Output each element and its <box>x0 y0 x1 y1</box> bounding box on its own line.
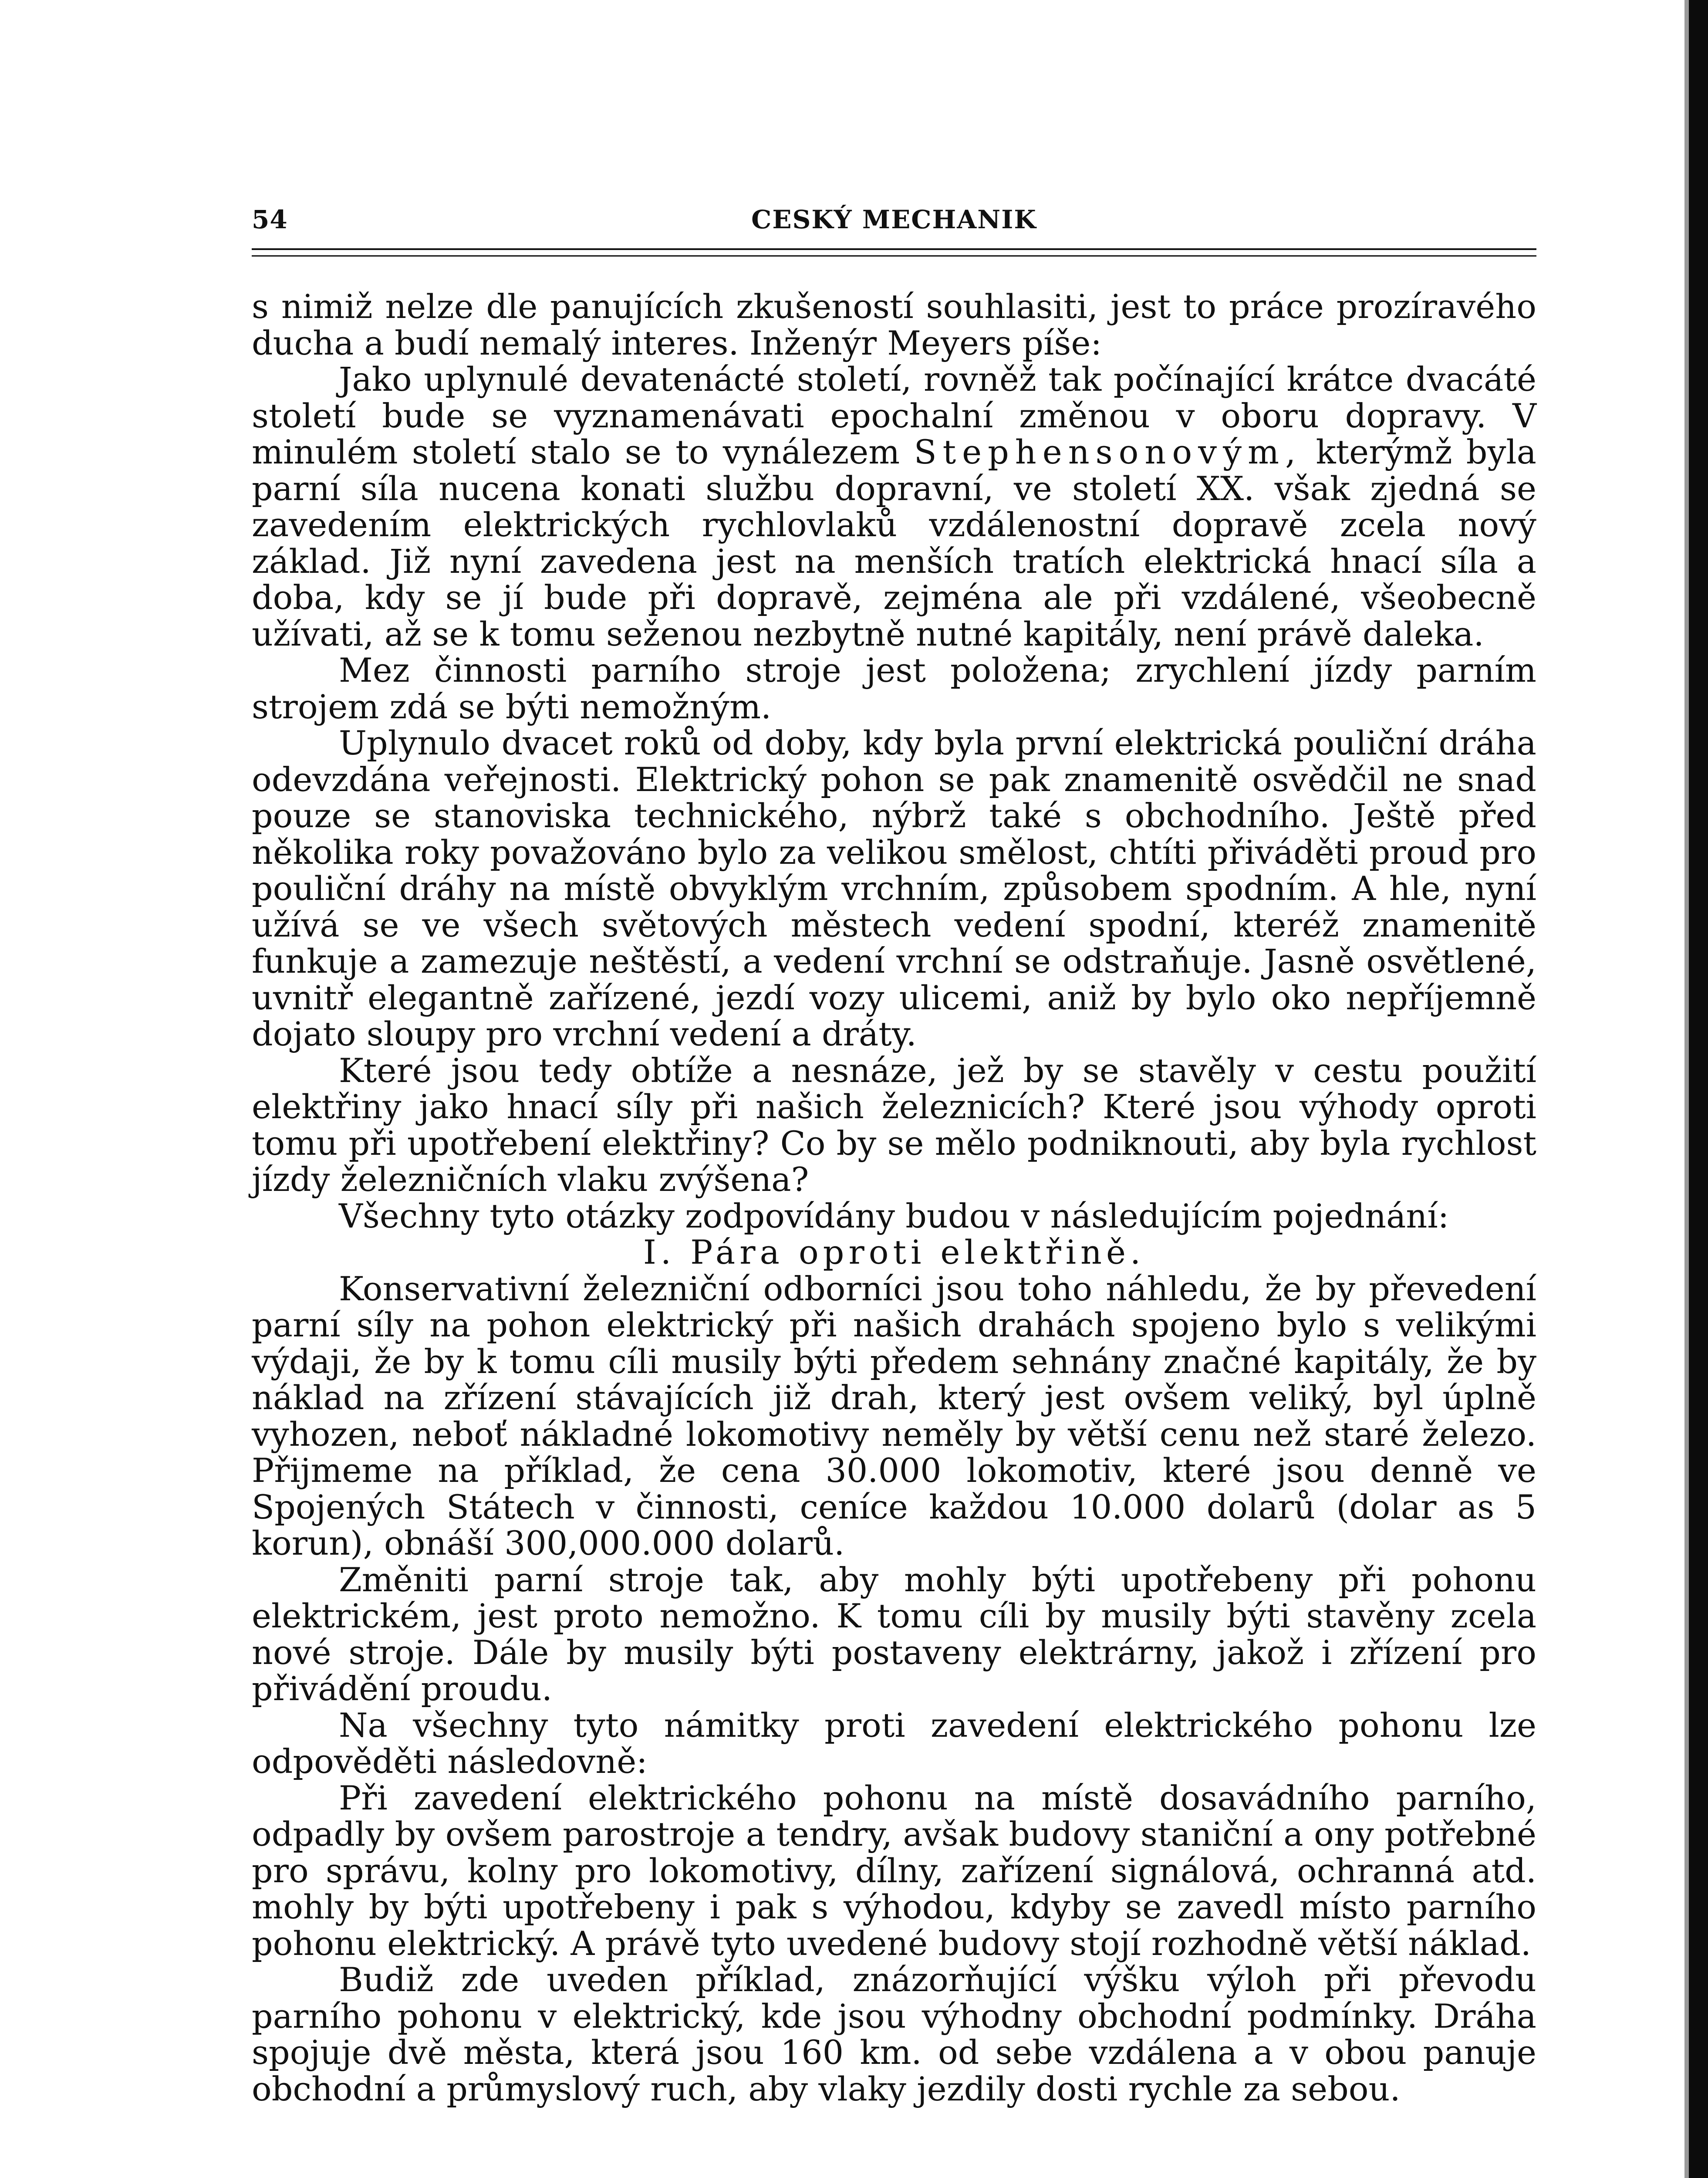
page-number: 54 <box>252 205 288 234</box>
scan-shadow <box>1684 0 1689 2178</box>
paragraph: Změniti parní stroje tak, aby mohly býti upotřebeny při pohonu elektrickém, jest proto nemožno. K tomu cíli by musily býti stavěny zcela nové stroje. Dále by musily býti postaveny elektrárny, jakož i zřízení pro přivádění proudu. <box>252 1560 1536 1708</box>
header-rule <box>252 248 1536 250</box>
section-heading: I. Pára oproti elektřině. <box>643 1233 1145 1272</box>
paragraph: Všechny tyto otázky zodpovídány budou v následujícím pojednání: <box>339 1196 1449 1235</box>
paragraph-text: kterýmž byla parní síla nucena konati službu dopravní, ve století XX. však zjedná se zavedením elektrických rychlovlaků vzdálenostní dopravě zcela nový základ. Již nyní zavedena jest na menších tratích elektrická hnací síla a doba, kdy se jí bude při dopravě, zejména ale při vzdálené, všeobecně užívati, až se k tomu seženou nezbytně nutné kapitály, není právě daleka. <box>252 433 1536 653</box>
paragraph: Konservativní železniční odborníci jsou toho náhledu, že by převedení parní síly na pohon elektrický při našich drahách spojeno bylo s velikými výdaji, že by k tomu cíli musily býti předem sehnány značné kapitály, že by náklad na zřízení stávajících již drah, který jest ovšem veliký, byl úplně vyhozen, neboť nákladné lokomotivy neměly by větší cenu než staré železo. Přijmeme na příklad, že cena 30.000 lokomotiv, které jsou denně ve Spojených Státech v činnosti, ceníce každou 10.000 dolarů (dolar as 5 korun), obnáší 300,000.000 dolarů. <box>252 1269 1536 1562</box>
paragraph: Budiž zde uveden příklad, znázorňující výšku výloh při převodu parního pohonu v elektrický, kde jsou výhodny obchodní podmínky. Dráha spojuje dvě města, která jsou 160 km. od sebe vzdálena a v obou panuje obchodní a průmyslový ruch, aby vlaky jezdily dosti rychle za sebou. <box>252 1960 1536 2108</box>
article-body <box>252 288 1536 2107</box>
paragraph: Při zavedení elektrického pohonu na místě dosavádního parního, odpadly by ovšem parostroje a tendry, avšak budovy staniční a ony potřebné pro správu, kolny pro lokomotivy, dílny, zařízení signálová, ochranná atd. mohly by býti upotřebeny i pak s výhodou, kdyby se zavedl místo parního pohonu elektrický. A právě tyto uvedené budovy stojí rozhodně větší náklad. <box>252 1778 1536 1963</box>
running-head <box>252 205 1536 240</box>
journal-title: CESKÝ MECHANIK <box>751 205 1037 234</box>
scan-edge-right <box>1689 0 1708 2178</box>
paragraph: s nimiž nelze dle panujících zkušeností souhlasiti, jest to práce prozíravého ducha a budí nemalý interes. Inženýr Meyers píše: <box>252 287 1536 362</box>
paragraph-text: Jako uplynulé devatenácté století, rovněž tak počínající krátce dvacáté století bude se vyznamenávati epochalní změnou v oboru dopravy. V minulém století stalo se to vynálezem <box>252 360 1536 471</box>
header-rule-double <box>252 255 1536 257</box>
paragraph <box>252 361 1536 652</box>
paragraph: Které jsou tedy obtíže a nesnáze, jež by se stavěly v cestu použití elektřiny jako hnací síly při našich železnicích? Které jsou výhody oproti tomu při upotřebení elektřiny? Co by se mělo podniknouti, aby byla rychlost jízdy železničních vlaku zvýšena? <box>252 1051 1536 1199</box>
paragraph: Mez činnosti parního stroje jest položena; zrychlení jízdy parním strojem zdá se býti nemožným. <box>252 651 1536 726</box>
emphasized-name: Stephensonovým, <box>914 433 1302 471</box>
paragraph: Uplynulo dvacet roků od doby, kdy byla první elektrická pouliční dráha odevzdána veřejnosti. Elektrický pohon se pak znamenitě osvědčil ne snad pouze se stanoviska technického, nýbrž také s obchodního. Ještě před několika roky považováno bylo za velikou smělost, chtíti přiváděti proud pro pouliční dráhy na místě obvyklým vrchním, způsobem spodním. A hle, nyní užívá se ve všech světových městech vedení spodní, kteréž znamenitě funkuje a zamezuje neštěstí, a vedení vrchní se odstraňuje. Jasně osvětlené, uvnitř elegantně zařízené, jezdí vozy ulicemi, aniž by bylo oko nepříjemně dojato sloupy pro vrchní vedení a dráty. <box>252 724 1536 1053</box>
paragraph: Na všechny tyto námitky proti zavedení elektrického pohonu lze odpověděti následovně: <box>252 1705 1536 1781</box>
